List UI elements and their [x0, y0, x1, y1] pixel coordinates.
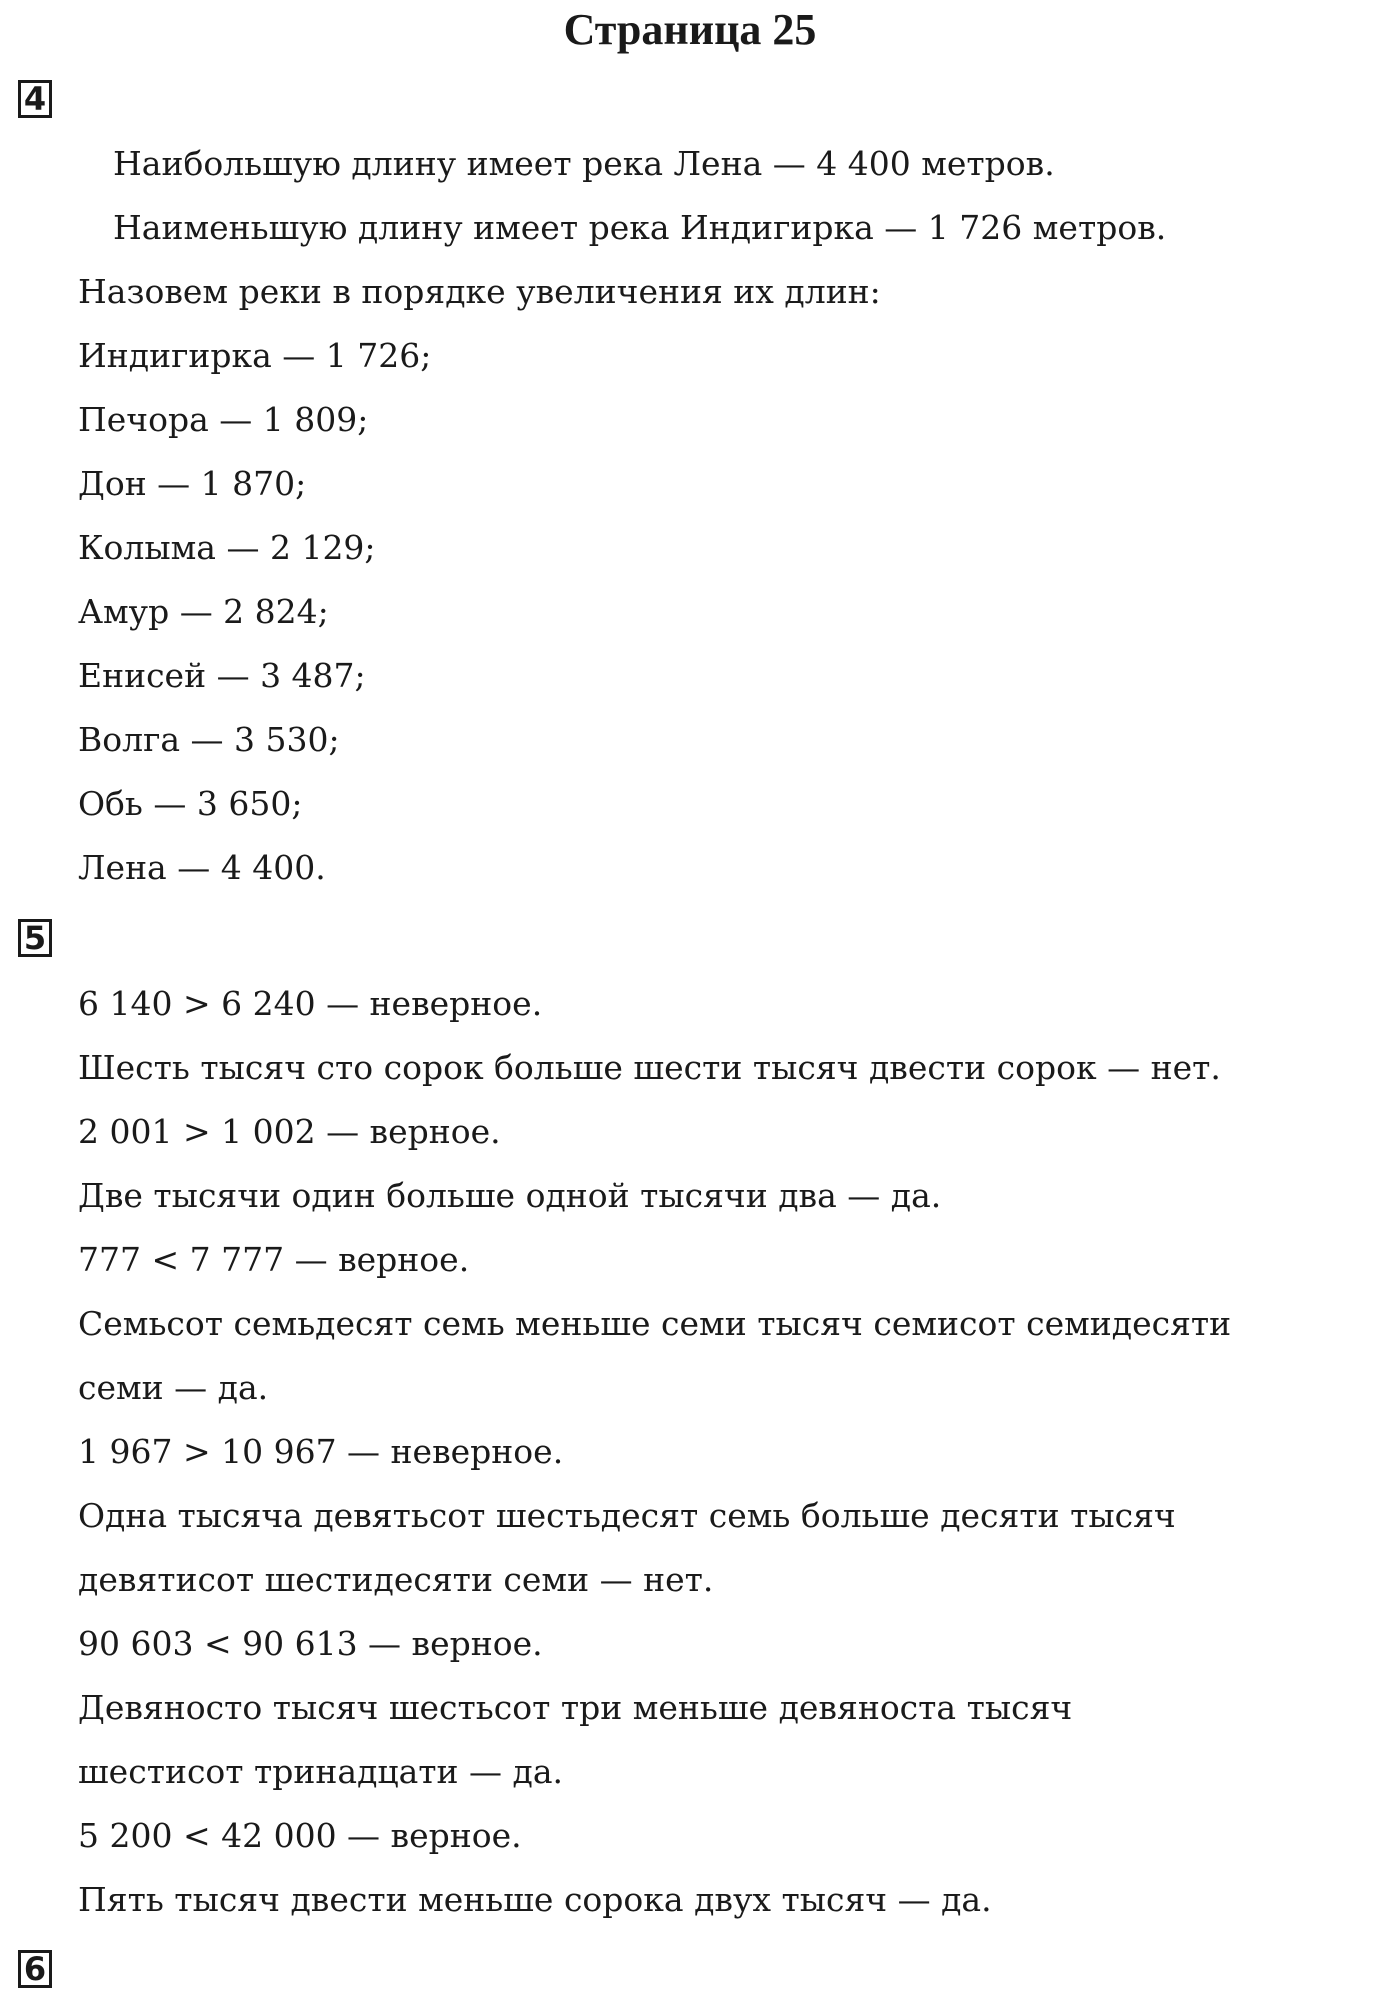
page-title: Страница 25	[563, 5, 817, 54]
task-line: Енисей — 3 487;	[78, 656, 366, 695]
task-line: Колыма — 2 129;	[78, 528, 376, 567]
task-line: 5 200 < 42 000 — верное.	[78, 1816, 522, 1855]
task-line: Назовем реки в порядке увеличения их длин:	[78, 272, 881, 311]
task-line: Печора — 1 809;	[78, 400, 369, 439]
task-line: Семьсот семьдесят семь меньше семи тысяч семисот семидесяти	[78, 1304, 1232, 1343]
task-line: Одна тысяча девятьсот шестьдесят семь больше десяти тысяч	[78, 1496, 1176, 1535]
task-line: Амур — 2 824;	[78, 592, 329, 631]
task-line: 1 967 > 10 967 — неверное.	[78, 1432, 564, 1471]
task-line: Дон — 1 870;	[78, 464, 307, 503]
task-line: Наименьшую длину имеет река Индигирка — 1 726 метров.	[113, 208, 1167, 247]
task-line: шестисот тринадцати — да.	[78, 1752, 564, 1791]
task-number-5: 5	[18, 919, 52, 957]
task-number-4: 4	[18, 80, 52, 118]
task-line: Две тысячи один больше одной тысячи два — да.	[78, 1176, 942, 1215]
task-number-6: 6	[18, 1950, 52, 1988]
task-line: Волга — 3 530;	[78, 720, 340, 759]
task-line: семи — да.	[78, 1368, 269, 1407]
task-line: 777 < 7 777 — верное.	[78, 1240, 470, 1279]
task-line: 6 140 > 6 240 — неверное.	[78, 984, 543, 1023]
task-line: Наибольшую длину имеет река Лена — 4 400 метров.	[113, 144, 1055, 183]
task-line: Лена — 4 400.	[78, 848, 326, 887]
task-line: Шесть тысяч сто сорок больше шести тысяч двести сорок — нет.	[78, 1048, 1221, 1087]
task-line: Пять тысяч двести меньше сорока двух тысяч — да.	[78, 1880, 992, 1919]
task-line: 90 603 < 90 613 — верное.	[78, 1624, 543, 1663]
task-line: Обь — 3 650;	[78, 784, 303, 823]
task-line: девятисот шестидесяти семи — нет.	[78, 1560, 714, 1599]
task-line: Индигирка — 1 726;	[78, 336, 432, 375]
task-line: 2 001 > 1 002 — верное.	[78, 1112, 501, 1151]
task-line: Девяносто тысяч шестьсот три меньше девяноста тысяч	[78, 1688, 1073, 1727]
